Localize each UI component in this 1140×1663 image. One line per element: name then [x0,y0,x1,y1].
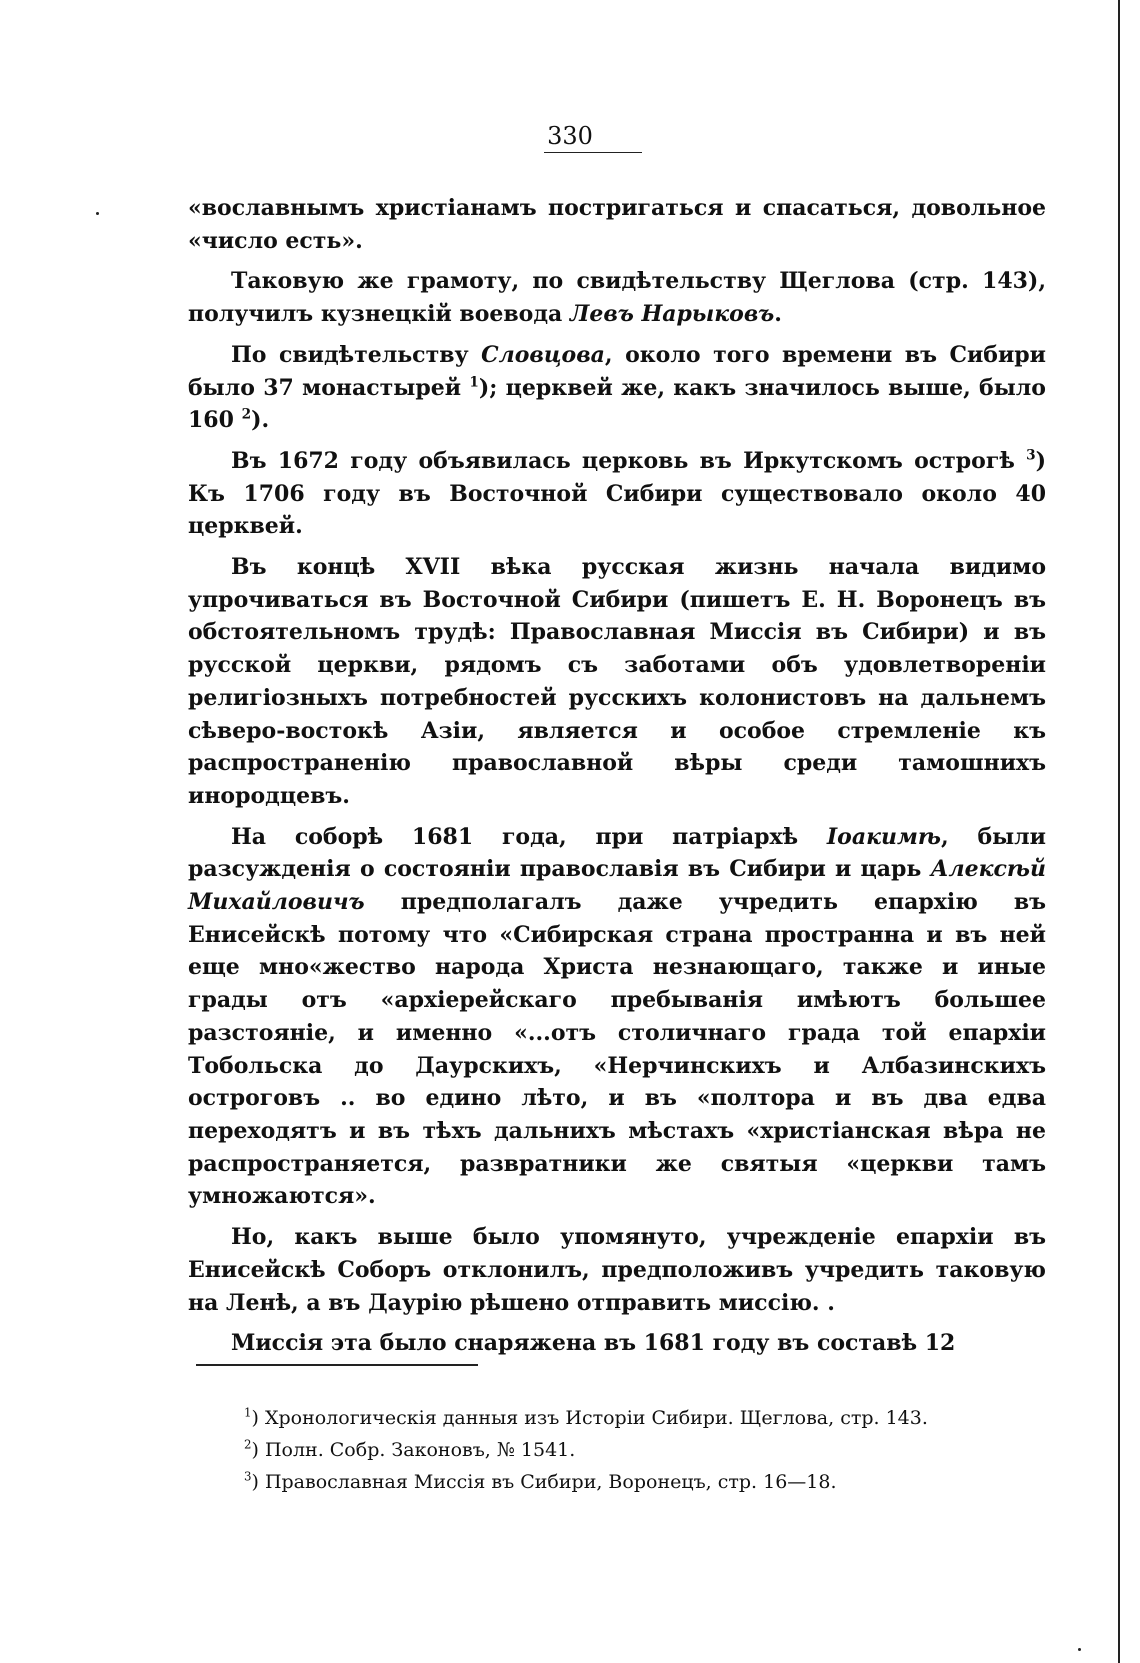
footnote-text: ) Полн. Собр. Законовъ, № 1541. [251,1439,576,1461]
paragraph [188,192,1046,257]
page-number-rule [544,152,642,153]
italic-name: Левъ Нарыковъ [569,301,775,328]
text-run: . [774,301,782,328]
paragraph [188,551,1046,813]
text-run: предполагалъ даже учредить епархію въ Енисейскѣ потому что «Сибирская страна пространна и въ ней еще мно«жество народа Христа незнающаго, также и иные грады отъ «архіерейскаго пребыванія имѣютъ большее разстояніе, и именно «...отъ столичнаго града той епархіи Тобольска до Даурскихъ, «Нерчинскихъ и Албазинскихъ остроговъ .. во едино лѣто, и въ «полтора и въ два едва переходятъ и въ тѣхъ дальнихъ мѣстахъ «христіанская вѣра не распространяется, развратники же святыя «церкви тамъ умножаются». [188,889,1046,1210]
footnote [244,1402,1044,1434]
footnote-mark: 2 [244,1437,252,1452]
footnote-rule [196,1364,478,1366]
paragraph [188,445,1046,543]
footnote [244,1466,1044,1498]
italic-name: Алексѣй Михайловичъ [188,856,1046,916]
text-run: Миссія эта было снаряжена въ 1681 году въ составѣ 12 [231,1330,956,1357]
footnotes [244,1402,1044,1498]
scan-speck [1078,1648,1081,1651]
footnote [244,1434,1044,1466]
text-run: По свидѣтельству [231,341,482,368]
text-run: На соборѣ 1681 года, при патріархѣ [231,823,827,850]
text-run: Въ концѣ XVII вѣка русская жизнь начала видимо упрочиваться въ Восточной Сибири (пишетъ Е. Н. Воронецъ въ обстоятельномъ трудѣ: Православная Миссія въ Сибири) и въ русской церкви, рядомъ съ заботами объ удовлетвореніи религіозныхъ потребностей русскихъ колонистовъ на дальнемъ сѣверо-востокѣ Азіи, является и особое стремленіе къ распространенію православной вѣры среди тамошнихъ инородцевъ. [188,554,1046,809]
footnote-text: ) Хронологическія данныя изъ Исторіи Сибири. Щеглова, стр. 143. [251,1407,928,1429]
text-run: , около того времени въ Сибири было 37 монастырей [188,341,1046,401]
text-run: Но, какъ выше было упомянуто, учрежденіе епархіи въ Енисейскѣ Соборъ отклонилъ, предположивъ учредить таковую на Ленѣ, а въ Даурію рѣшено отправить миссію. . [188,1224,1046,1316]
paragraph [188,265,1046,330]
paragraph [188,1221,1046,1319]
paragraph [188,1327,1046,1360]
text-run: Таковую же грамоту, по свидѣтельству Щеглова (стр. 143), получилъ кузнецкій воевода [188,268,1046,328]
footnote-text: ) Православная Миссія въ Сибири, Воронецъ, стр. 16—18. [251,1471,837,1493]
body-text [188,192,1046,1360]
italic-name: Іоакимѣ [826,823,941,850]
text-run: ) Къ 1706 году въ Восточной Сибири существовало около 40 церквей. [188,447,1046,540]
footnote-mark: 1 [244,1405,252,1420]
scan-speck [96,212,99,215]
text-run: ). [251,407,270,434]
italic-name: Словцова [481,341,605,368]
paragraph [188,821,1046,1213]
text-run: «вославнымъ христіанамъ постригаться и спасаться, довольное «число есть». [188,195,1046,254]
text-run: ); церквей же, какъ значилось выше, было 160 [188,374,1046,434]
footnote-mark: 3 [244,1469,252,1484]
page-scan-border [1118,0,1120,1663]
text-run: , были разсужденія о состояніи православія въ Сибири и царь [188,823,1047,883]
page-number: 330 [547,122,593,150]
footnote-reference: 1 [469,374,479,391]
text-run: Въ 1672 году объявилась церковь въ Иркутскомъ острогѣ [231,447,1027,474]
paragraph [188,339,1046,437]
footnote-reference: 2 [241,406,252,423]
footnote-reference: 3 [1026,447,1036,464]
